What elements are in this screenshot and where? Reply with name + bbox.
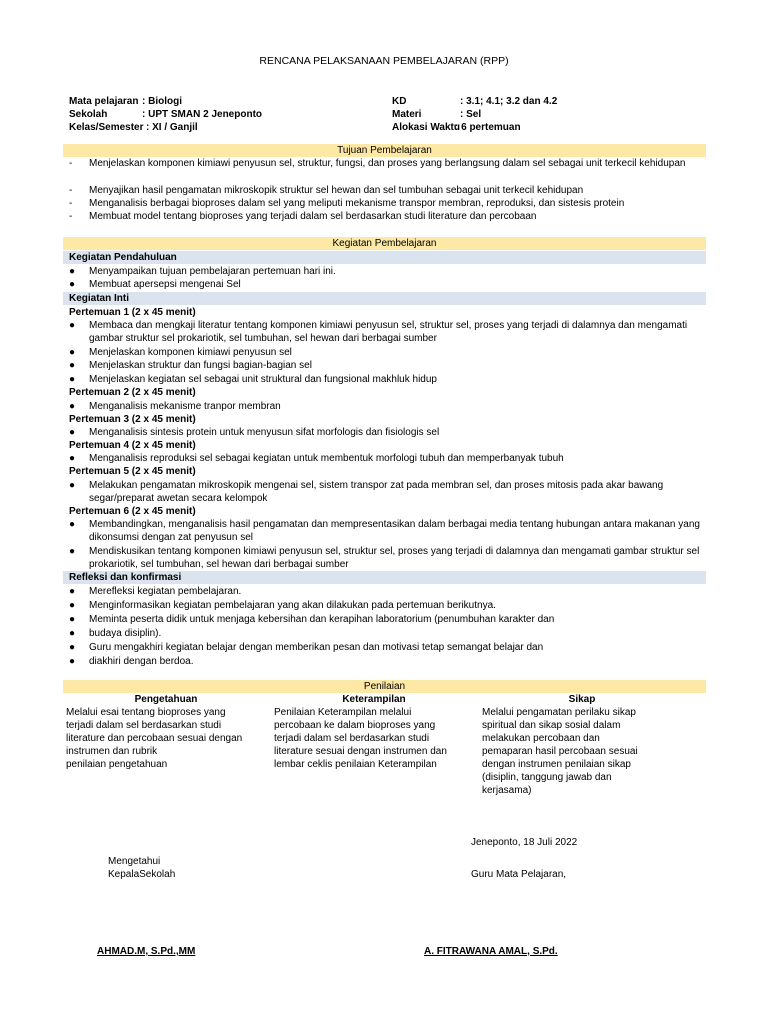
tujuan-item: - Menganalisis berbagai bioproses dalam sel yang meliputi mekanisme transpor membran, reproduksi, dan sistesis protein [69,198,625,209]
list-item: ● Menganalisis sintesis protein untuk menyusun sifat morfologis dan fisiologis sel [69,427,440,438]
refleksi-label: Refleksi dan konfirmasi [63,571,706,584]
list-item: ● Menyampaikan tujuan pembelajaran pertemuan hari ini. [69,266,336,277]
list-item-text: Menganalisis mekanisme tranpor membran [89,401,281,412]
penilaian-keterampilan [274,693,474,771]
text-line: pemaparan hasil percobaan sesuai [482,746,638,757]
list-item-text: diakhiri dengan berdoa. [89,656,194,667]
list-item: ● Menjelaskan kegiatan sel sebagai unit struktural dan fungsional makhluk hidup [69,374,437,385]
document-title: RENCANA PELAKSANAAN PEMBELAJARAN (RPP) [259,55,509,67]
list-item-text: Menjelaskan komponen kimiawi penyusun sel [89,347,292,358]
text-line: lembar ceklis penilaian Keterampilan [274,759,437,770]
pendahuluan-label: Kegiatan Pendahuluan [63,251,706,264]
text-line: literature dan percobaan sesuai dengan [66,733,243,744]
text-line: terjadi dalam sel berdasarkan studi [274,733,430,744]
identity-label-class: Kelas/Semester [69,122,144,133]
text-line: percobaan ke dalam bioproses yang [274,720,436,731]
text-line: dengan instrumen penilaian sikap [482,759,631,770]
identity-value-materi: : Sel [460,109,482,120]
list-item: ● Menganalisis reproduksi sel sebagai kegiatan untuk membentuk morfologi tubuh dan memperbanyak tubuh [69,453,564,464]
list-item: ● Mendiskusikan tentang komponen kimiawi penyusun sel, struktur sel, proses yang terjadi di dalamnya dan mengamati gambar struktur sel prokariotik, sel tumbuhan, sel hewan dari berbagai sumber [69,546,700,570]
identity-label-school: Sekolah [69,109,108,120]
tujuan-item: - Menjelaskan komponen kimiawi penyusun sel, struktur, fungsi, dan proses yang berlangsung dalam sel sebagai unit terkecil kehidupan [69,158,686,169]
list-item-text: Membaca dan mengkaji literatur tentang komponen kimiawi penyusun sel, struktur sel, proses yang terjadi di dalamnya dan mengamati gambar struktur sel prokariotik, sel tumbuhan, sel hewan dari berbagai sumber [89,320,688,344]
list-item: ● Menginformasikan kegiatan pembelajaran yang akan dilakukan pada pertemuan berikutnya. [69,600,496,611]
list-item: ● Menjelaskan komponen kimiawi penyusun sel [69,347,292,358]
tujuan-item-text: Menganalisis berbagai bioproses dalam sel yang meliputi mekanisme transpor membran, reproduksi, dan sistesis protein [89,198,625,209]
list-item: ● Guru mengakhiri kegiatan belajar dengan memberikan pesan dan motivasi tetap semangat belajar dan [69,642,544,653]
pertemuan-6-label: Pertemuan 6 (2 x 45 menit) [69,506,196,517]
list-item-text: Meminta peserta didik untuk menjaga kebersihan dan kerapihan laboratorium (penumbuhan karakter dan [89,614,555,625]
text-line: literature sesuai dengan instrumen dan [274,746,447,757]
approval-label: Mengetahui [108,856,161,867]
teacher-name: A. FITRAWANA AMAL, S.Pd. [424,946,558,957]
principal-title: KepalaSekolah [108,869,176,880]
list-item-text: Menjelaskan kegiatan sel sebagai unit struktural dan fungsional makhluk hidup [89,374,437,385]
list-item-text: Menganalisis sintesis protein untuk menyusun sifat morfologis dan fisiologis sel [89,427,440,438]
list-item: ● Meminta peserta didik untuk menjaga kebersihan dan kerapihan laboratorium (penumbuhan karakter dan [69,614,555,625]
list-item-text: Menginformasikan kegiatan pembelajaran yang akan dilakukan pada pertemuan berikutnya. [89,600,496,611]
identity-label-kd: KD [392,96,407,107]
list-item-text: Guru mengakhiri kegiatan belajar dengan memberikan pesan dan motivasi tetap semangat belajar dan [89,642,544,653]
list-item-text: budaya disiplin). [89,628,162,639]
list-item-text: Membuat apersepsi mengenai Sel [89,279,241,290]
tujuan-item: - Membuat model tentang bioproses yang terjadi dalam sel berdasarkan studi literature dan percobaan [69,211,537,222]
pertemuan-2-label: Pertemuan 2 (2 x 45 menit) [69,387,196,398]
list-item-text: Menjelaskan struktur dan fungsi bagian-bagian sel [89,360,312,371]
identity-value-kd: : 3.1; 4.1; 3.2 dan 4.2 [460,96,558,107]
identity-value-school: : UPT SMAN 2 Jeneponto [142,109,263,120]
text-line: melakukan percobaan dan [482,733,600,744]
tujuan-item-text: Menyajikan hasil pengamatan mikroskopik struktur sel hewan dan sel tumbuhan sebagai unit terkecil kehidupan [89,185,584,196]
list-item: ● Menganalisis mekanisme tranpor membran [69,401,281,412]
penilaian-sikap [482,693,682,797]
text-line: terjadi dalam sel berdasarkan studi [66,720,222,731]
penilaian-sikap-heading: Sikap [568,694,596,705]
tujuan-header: Tujuan Pembelajaran [63,144,706,157]
principal-name: AHMAD.M, S.Pd.,MM [97,946,196,957]
place-date: Jeneponto, 18 Juli 2022 [471,837,578,848]
identity-value-class: : XI / Ganjil [146,122,198,133]
list-item-text: Menganalisis reproduksi sel sebagai kegiatan untuk membentuk morfologi tubuh dan memperbanyak tubuh [89,453,564,464]
list-item: ● Membaca dan mengkaji literatur tentang komponen kimiawi penyusun sel, struktur sel, proses yang terjadi di dalamnya dan mengamati gambar struktur sel prokariotik, sel tumbuhan, sel hewan dari berbagai sumber [69,320,688,344]
identity-value-subject: : Biologi [142,96,182,107]
pertemuan-4-label: Pertemuan 4 (2 x 45 menit) [69,440,196,451]
text-line: instrumen dan rubrik [66,746,158,757]
identity-value-alokasi: : 6 pertemuan [455,122,521,133]
inti-label: Kegiatan Inti [63,292,706,305]
penilaian-header: Penilaian [63,680,706,693]
text-line: kerjasama) [482,785,532,796]
text-line: (disiplin, tanggung jawab dan [482,772,612,783]
list-item: ● diakhiri dengan berdoa. [69,656,194,667]
list-item-text: Merefleksi kegiatan pembelajaran. [89,586,242,597]
kegiatan-header: Kegiatan Pembelajaran [63,237,706,250]
tujuan-item-text: Menjelaskan komponen kimiawi penyusun sel, struktur, fungsi, dan proses yang berlangsung dalam sel sebagai unit terkecil kehidupan [89,158,686,169]
penilaian-pengetahuan [66,693,266,771]
penilaian-keterampilan-heading: Keterampilan [342,694,406,705]
list-item: ● budaya disiplin). [69,628,162,639]
text-line: Melalui pengamatan perilaku sikap [482,707,636,718]
list-item-text: Melakukan pengamatan mikroskopik mengenai sel, sistem transpor zat pada membran sel, dan proses mitosis pada akar bawang segar/preparat awetan secara kelompok [89,480,664,504]
pertemuan-3-label: Pertemuan 3 (2 x 45 menit) [69,414,196,425]
list-item: ● Menjelaskan struktur dan fungsi bagian-bagian sel [69,360,312,371]
list-item: ● Melakukan pengamatan mikroskopik mengenai sel, sistem transpor zat pada membran sel, dan proses mitosis pada akar bawang segar/preparat awetan secara kelompok [69,480,664,504]
pertemuan-1-label: Pertemuan 1 (2 x 45 menit) [69,307,196,318]
pertemuan-5-label: Pertemuan 5 (2 x 45 menit) [69,466,196,477]
text-line: Penilaian Keterampilan melalui [274,707,412,718]
list-item-text: Mendiskusikan tentang komponen kimiawi penyusun sel, struktur sel, proses yang terjadi di dalamnya dan mengamati gambar struktur sel prokariotik, sel tumbuhan, sel hewan dari berbagai sumber [89,546,700,570]
list-item-text: Menyampaikan tujuan pembelajaran pertemuan hari ini. [89,266,336,277]
list-item: ● Membuat apersepsi mengenai Sel [69,279,241,290]
teacher-title: Guru Mata Pelajaran, [471,869,567,880]
list-item: ● Merefleksi kegiatan pembelajaran. [69,586,242,597]
text-line: spiritual dan sikap sosial dalam [482,720,621,731]
penilaian-pengetahuan-heading: Pengetahuan [134,694,198,705]
tujuan-item: - Menyajikan hasil pengamatan mikroskopik struktur sel hewan dan sel tumbuhan sebagai unit terkecil kehidupan [69,185,584,196]
identity-label-alokasi: Alokasi Waktu [392,122,460,133]
identity-label-subject: Mata pelajaran [69,96,139,107]
tujuan-item-text: Membuat model tentang bioproses yang terjadi dalam sel berdasarkan studi literature dan percobaan [89,211,537,222]
list-item-text: Membandingkan, menganalisis hasil pengamatan dan mempresentasikan dalam berbagai media tentang hubungan antara makanan yang dikonsumsi dengan zat penyusun sel [89,519,700,543]
list-item: ● Membandingkan, menganalisis hasil pengamatan dan mempresentasikan dalam berbagai media tentang hubungan antara makanan yang dikonsumsi dengan zat penyusun sel [69,519,700,543]
identity-label-materi: Materi [392,109,422,120]
text-line: penilaian pengetahuan [66,759,168,770]
text-line: Melalui esai tentang bioproses yang [66,707,226,718]
